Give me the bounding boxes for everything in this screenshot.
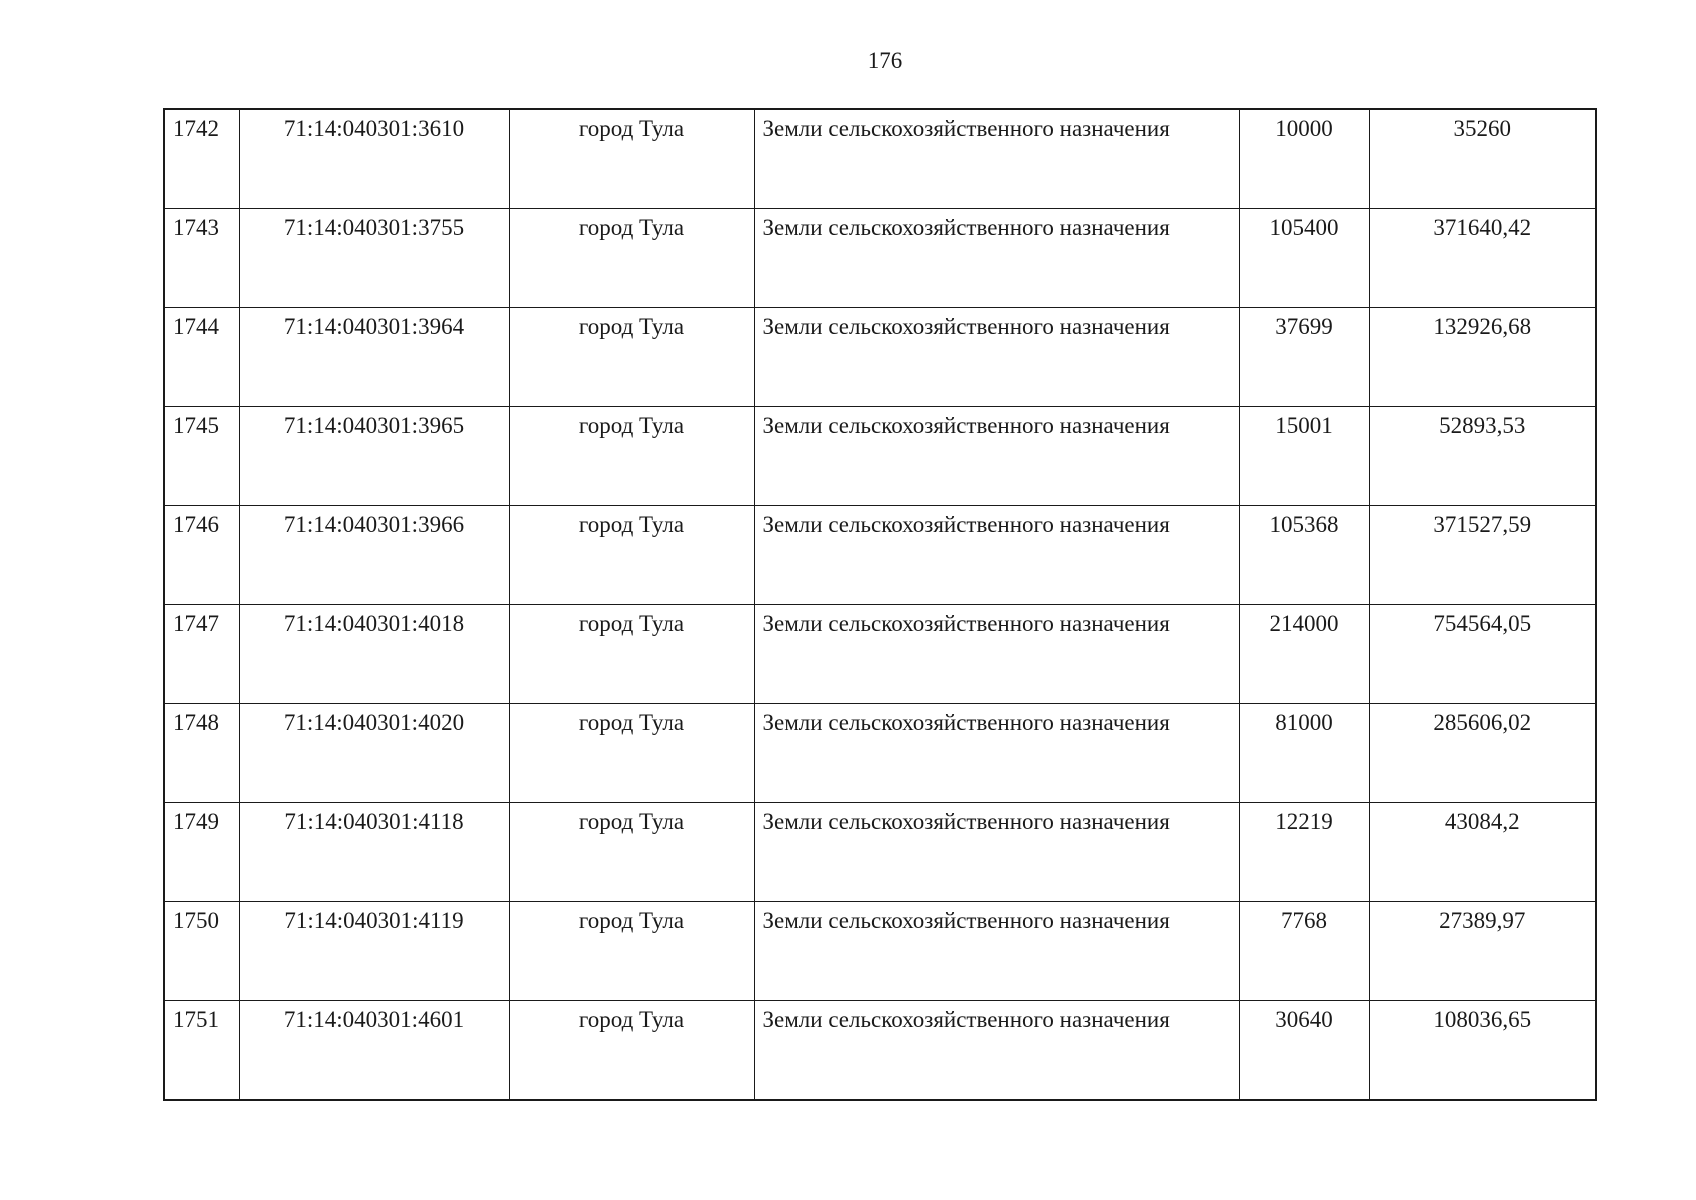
row-number-cell: 1745 — [164, 407, 239, 506]
cadastral-number-cell: 71:14:040301:3966 — [239, 506, 509, 605]
area-cell: 105368 — [1239, 506, 1369, 605]
table-row — [164, 506, 1596, 605]
cadastral-number-cell: 71:14:040301:4601 — [239, 1001, 509, 1101]
land-category-cell: Земли сельскохозяйственного назначения — [754, 308, 1239, 407]
location-cell: город Тула — [509, 506, 754, 605]
row-number-cell: 1748 — [164, 704, 239, 803]
land-category-cell: Земли сельскохозяйственного назначения — [754, 407, 1239, 506]
cadastral-number-cell: 71:14:040301:3755 — [239, 209, 509, 308]
location-cell: город Тула — [509, 209, 754, 308]
table-row — [164, 209, 1596, 308]
cadastral-number-cell: 71:14:040301:3610 — [239, 109, 509, 209]
cadastral-value-cell: 754564,05 — [1369, 605, 1596, 704]
location-cell: город Тула — [509, 803, 754, 902]
area-cell: 7768 — [1239, 902, 1369, 1001]
row-number-cell: 1751 — [164, 1001, 239, 1101]
row-number-cell: 1749 — [164, 803, 239, 902]
land-category-cell: Земли сельскохозяйственного назначения — [754, 704, 1239, 803]
location-cell: город Тула — [509, 308, 754, 407]
land-category-cell: Земли сельскохозяйственного назначения — [754, 902, 1239, 1001]
cadastral-value-cell: 27389,97 — [1369, 902, 1596, 1001]
cadastral-value-cell: 285606,02 — [1369, 704, 1596, 803]
table-row — [164, 407, 1596, 506]
cadastral-number-cell: 71:14:040301:4118 — [239, 803, 509, 902]
table-row — [164, 1001, 1596, 1101]
row-number-cell: 1743 — [164, 209, 239, 308]
area-cell: 15001 — [1239, 407, 1369, 506]
row-number-cell: 1747 — [164, 605, 239, 704]
location-cell: город Тула — [509, 605, 754, 704]
row-number-cell: 1742 — [164, 109, 239, 209]
land-category-cell: Земли сельскохозяйственного назначения — [754, 803, 1239, 902]
table-body — [164, 109, 1596, 1100]
cadastral-value-cell: 43084,2 — [1369, 803, 1596, 902]
area-cell: 37699 — [1239, 308, 1369, 407]
land-category-cell: Земли сельскохозяйственного назначения — [754, 209, 1239, 308]
area-cell: 214000 — [1239, 605, 1369, 704]
cadastral-number-cell: 71:14:040301:4018 — [239, 605, 509, 704]
table-row — [164, 803, 1596, 902]
table-row — [164, 109, 1596, 209]
location-cell: город Тула — [509, 902, 754, 1001]
table-row — [164, 902, 1596, 1001]
area-cell: 12219 — [1239, 803, 1369, 902]
cadastral-number-cell: 71:14:040301:4020 — [239, 704, 509, 803]
row-number-cell: 1744 — [164, 308, 239, 407]
land-registry-table — [163, 108, 1597, 1101]
land-category-cell: Земли сельскохозяйственного назначения — [754, 506, 1239, 605]
cadastral-value-cell: 132926,68 — [1369, 308, 1596, 407]
location-cell: город Тула — [509, 407, 754, 506]
area-cell: 81000 — [1239, 704, 1369, 803]
land-category-cell: Земли сельскохозяйственного назначения — [754, 1001, 1239, 1101]
cadastral-number-cell: 71:14:040301:4119 — [239, 902, 509, 1001]
page-number: 176 — [867, 48, 903, 73]
area-cell: 105400 — [1239, 209, 1369, 308]
land-category-cell: Земли сельскохозяйственного назначения — [754, 605, 1239, 704]
row-number-cell: 1750 — [164, 902, 239, 1001]
cadastral-value-cell: 371527,59 — [1369, 506, 1596, 605]
cadastral-value-cell: 108036,65 — [1369, 1001, 1596, 1101]
cadastral-value-cell: 52893,53 — [1369, 407, 1596, 506]
row-number-cell: 1746 — [164, 506, 239, 605]
cadastral-value-cell: 371640,42 — [1369, 209, 1596, 308]
cadastral-number-cell: 71:14:040301:3964 — [239, 308, 509, 407]
cadastral-value-cell: 35260 — [1369, 109, 1596, 209]
area-cell: 10000 — [1239, 109, 1369, 209]
location-cell: город Тула — [509, 109, 754, 209]
land-category-cell: Земли сельскохозяйственного назначения — [754, 109, 1239, 209]
table-row — [164, 605, 1596, 704]
location-cell: город Тула — [509, 1001, 754, 1101]
table-row — [164, 704, 1596, 803]
cadastral-number-cell: 71:14:040301:3965 — [239, 407, 509, 506]
location-cell: город Тула — [509, 704, 754, 803]
area-cell: 30640 — [1239, 1001, 1369, 1101]
table-row — [164, 308, 1596, 407]
